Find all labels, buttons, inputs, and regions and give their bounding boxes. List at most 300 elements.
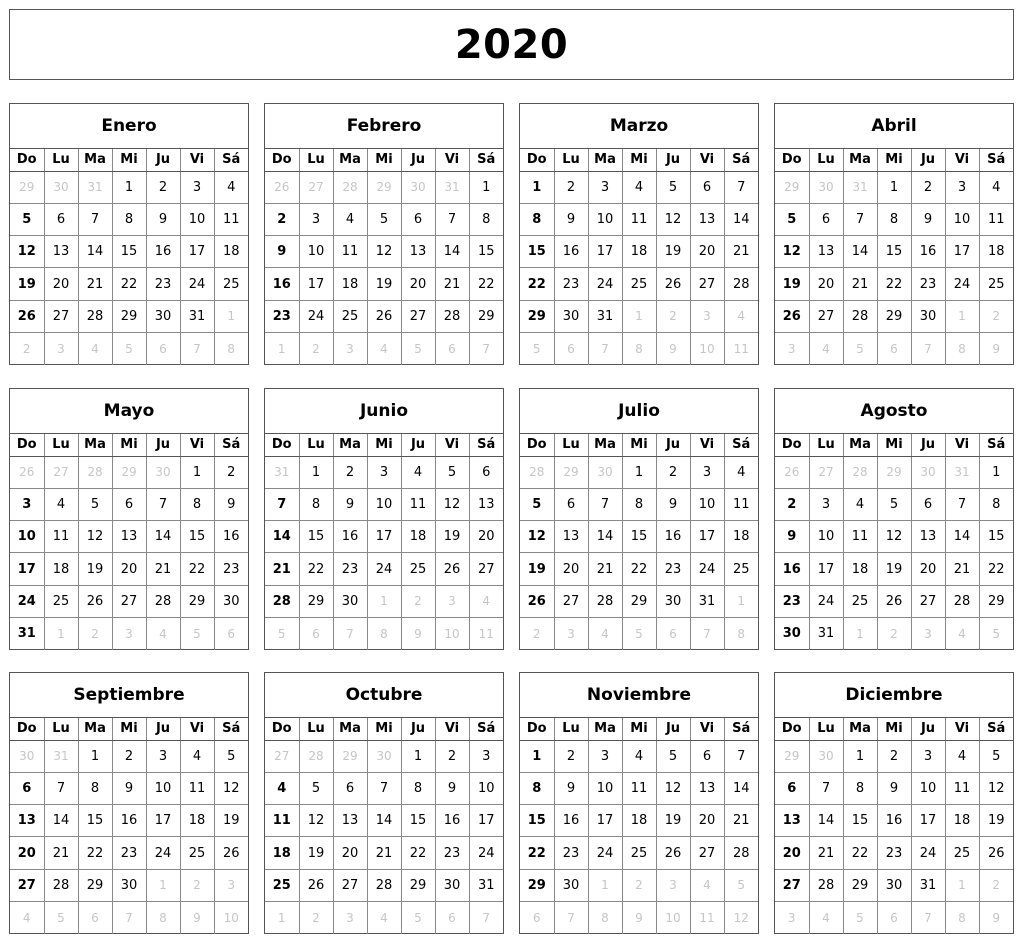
day-cell: 27	[690, 268, 724, 300]
sunday-day: 27	[10, 869, 44, 901]
day-cell: 22	[469, 268, 503, 300]
day-cell: 13	[401, 236, 435, 268]
week-row	[10, 300, 248, 332]
month-noviembre	[519, 672, 759, 934]
day-cell: 3	[367, 456, 401, 488]
month-octubre	[264, 672, 504, 934]
day-cell: 4	[724, 456, 758, 488]
day-cell: 6	[401, 203, 435, 235]
sunday-day: 5	[520, 488, 554, 520]
day-cell: 19	[435, 521, 469, 553]
weekday-header: Vi	[945, 434, 979, 456]
weekday-header: Ju	[656, 149, 690, 171]
day-cell: 5	[656, 740, 690, 772]
adjacent-month-day: 29	[112, 456, 146, 488]
day-cell: 20	[809, 268, 843, 300]
weekday-header: Vi	[435, 149, 469, 171]
week-row	[265, 772, 503, 804]
day-cell: 5	[367, 203, 401, 235]
day-cell: 24	[299, 300, 333, 332]
day-cell: 8	[877, 203, 911, 235]
week-row	[775, 332, 1013, 364]
day-cell: 9	[112, 772, 146, 804]
sunday-day: 1	[520, 740, 554, 772]
day-cell: 30	[911, 300, 945, 332]
week-row	[10, 805, 248, 837]
day-cell: 11	[622, 772, 656, 804]
adjacent-month-day: 30	[10, 740, 44, 772]
day-cell: 6	[44, 203, 78, 235]
weekday-header: Do	[10, 718, 44, 740]
adjacent-month-day: 29	[333, 740, 367, 772]
month-table	[520, 434, 758, 650]
sunday-day: 15	[520, 236, 554, 268]
day-cell: 25	[622, 837, 656, 869]
day-cell: 29	[112, 300, 146, 332]
adjacent-month-day: 5	[265, 617, 299, 649]
week-row	[265, 171, 503, 203]
weekday-header: Sá	[214, 718, 248, 740]
day-cell: 24	[146, 837, 180, 869]
day-cell: 28	[724, 268, 758, 300]
day-cell: 8	[843, 772, 877, 804]
sunday-day: 17	[10, 553, 44, 585]
day-cell: 23	[214, 553, 248, 585]
weekday-header: Sá	[214, 149, 248, 171]
day-cell: 11	[843, 521, 877, 553]
day-cell: 29	[401, 869, 435, 901]
week-row	[775, 901, 1013, 933]
day-cell: 2	[435, 740, 469, 772]
weekday-header: Sá	[979, 718, 1013, 740]
weekday-header: Ma	[588, 434, 622, 456]
weekday-header: Ma	[78, 149, 112, 171]
day-cell: 6	[469, 456, 503, 488]
weekday-header: Mi	[112, 718, 146, 740]
adjacent-month-day: 5	[44, 901, 78, 933]
weekday-header: Sá	[469, 434, 503, 456]
adjacent-month-day: 8	[945, 901, 979, 933]
day-cell: 23	[333, 553, 367, 585]
month-table	[265, 149, 503, 365]
week-row	[520, 617, 758, 649]
adjacent-month-day: 10	[435, 617, 469, 649]
adjacent-month-day: 30	[809, 171, 843, 203]
weekday-header: Ma	[843, 434, 877, 456]
weekday-header: Do	[265, 434, 299, 456]
weekday-header: Do	[265, 718, 299, 740]
adjacent-month-day: 5	[724, 869, 758, 901]
weekday-header: Lu	[299, 718, 333, 740]
day-cell: 22	[78, 837, 112, 869]
day-cell: 16	[333, 521, 367, 553]
day-cell: 9	[333, 488, 367, 520]
day-cell: 18	[214, 236, 248, 268]
weekday-header: Ju	[146, 434, 180, 456]
weekday-header: Mi	[367, 149, 401, 171]
adjacent-month-day: 4	[588, 617, 622, 649]
sunday-day: 6	[775, 772, 809, 804]
day-cell: 10	[588, 772, 622, 804]
sunday-day: 29	[520, 869, 554, 901]
weekday-header: Vi	[690, 149, 724, 171]
day-cell: 2	[333, 456, 367, 488]
adjacent-month-day: 9	[992, 910, 1001, 925]
adjacent-month-day: 12	[733, 910, 749, 925]
week-row	[265, 268, 503, 300]
weekday-header: Ju	[146, 149, 180, 171]
adjacent-month-day: 7	[482, 341, 491, 356]
day-cell: 12	[656, 772, 690, 804]
day-cell: 8	[299, 488, 333, 520]
day-cell: 2	[554, 171, 588, 203]
adjacent-month-day: 26	[775, 456, 809, 488]
day-cell: 2	[214, 456, 248, 488]
day-cell: 4	[843, 488, 877, 520]
sunday-day: 1	[520, 171, 554, 203]
week-row	[520, 332, 758, 364]
adjacent-month-day: 4	[78, 332, 112, 364]
day-cell: 25	[44, 585, 78, 617]
month-marzo	[519, 103, 759, 365]
sunday-day: 22	[520, 268, 554, 300]
adjacent-month-day: 1	[265, 332, 299, 364]
day-cell: 31	[809, 617, 843, 649]
day-cell: 29	[843, 869, 877, 901]
adjacent-month-day: 9	[622, 901, 656, 933]
sunday-day: 19	[520, 553, 554, 585]
week-row	[520, 837, 758, 869]
week-row	[520, 236, 758, 268]
day-cell: 16	[554, 236, 588, 268]
day-cell: 25	[180, 837, 214, 869]
day-cell: 27	[690, 837, 724, 869]
sunday-day: 9	[265, 236, 299, 268]
day-cell: 2	[911, 171, 945, 203]
day-cell: 10	[588, 203, 622, 235]
day-cell: 6	[333, 772, 367, 804]
day-cell: 16	[554, 805, 588, 837]
week-row	[10, 171, 248, 203]
day-cell: 25	[945, 837, 979, 869]
adjacent-month-day: 3	[775, 332, 809, 364]
day-cell: 18	[622, 805, 656, 837]
adjacent-month-day: 11	[690, 901, 724, 933]
adjacent-month-day: 1	[146, 869, 180, 901]
day-cell: 27	[554, 585, 588, 617]
day-cell: 7	[945, 488, 979, 520]
month-agosto	[774, 388, 1014, 650]
weekday-header: Ju	[911, 434, 945, 456]
week-row	[520, 203, 758, 235]
sunday-day: 2	[265, 203, 299, 235]
adjacent-month-day: 28	[843, 456, 877, 488]
adjacent-month-day: 1	[588, 869, 622, 901]
adjacent-month-day: 3	[775, 901, 809, 933]
day-cell: 19	[299, 837, 333, 869]
day-cell: 17	[945, 236, 979, 268]
week-row	[520, 740, 758, 772]
adjacent-month-day: 7	[588, 332, 622, 364]
sunday-day: 29	[520, 300, 554, 332]
year-header	[9, 9, 1014, 80]
adjacent-month-day: 7	[482, 910, 491, 925]
weekday-header: Ma	[843, 718, 877, 740]
day-cell: 9	[435, 772, 469, 804]
week-row	[775, 805, 1013, 837]
sunday-day: 18	[265, 837, 299, 869]
month-mayo	[9, 388, 249, 650]
month-table	[775, 149, 1013, 365]
week-row	[10, 772, 248, 804]
week-row	[520, 521, 758, 553]
month-julio	[519, 388, 759, 650]
day-cell: 14	[367, 805, 401, 837]
sunday-day: 5	[775, 203, 809, 235]
day-cell: 14	[724, 772, 758, 804]
day-cell: 19	[656, 805, 690, 837]
day-cell: 13	[911, 521, 945, 553]
month-title: Febrero	[265, 104, 503, 149]
week-row	[10, 332, 248, 364]
day-cell: 13	[809, 236, 843, 268]
weekday-header: Do	[520, 149, 554, 171]
day-cell: 2	[656, 456, 690, 488]
weekday-header: Lu	[44, 149, 78, 171]
sunday-day: 11	[265, 805, 299, 837]
sunday-day: 10	[10, 521, 44, 553]
day-cell: 14	[435, 236, 469, 268]
day-cell: 8	[979, 488, 1013, 520]
week-row	[775, 203, 1013, 235]
sunday-day: 16	[775, 553, 809, 585]
adjacent-month-day: 30	[911, 456, 945, 488]
day-cell: 20	[44, 268, 78, 300]
weekday-header: Lu	[554, 434, 588, 456]
day-cell: 17	[180, 236, 214, 268]
day-cell: 15	[112, 236, 146, 268]
adjacent-month-day: 28	[299, 740, 333, 772]
week-row	[520, 772, 758, 804]
adjacent-month-day: 9	[656, 332, 690, 364]
week-row	[775, 456, 1013, 488]
adjacent-month-day: 1	[44, 617, 78, 649]
day-cell: 30	[877, 869, 911, 901]
day-cell: 14	[724, 203, 758, 235]
day-cell: 21	[146, 553, 180, 585]
day-cell: 20	[554, 553, 588, 585]
day-cell: 16	[656, 521, 690, 553]
day-cell: 26	[78, 585, 112, 617]
day-cell: 13	[469, 488, 503, 520]
day-cell: 19	[214, 805, 248, 837]
day-cell: 6	[690, 171, 724, 203]
adjacent-month-day: 2	[78, 617, 112, 649]
month-title: Agosto	[775, 389, 1013, 434]
day-cell: 25	[214, 268, 248, 300]
week-row	[265, 740, 503, 772]
week-row	[265, 332, 503, 364]
day-cell: 23	[112, 837, 146, 869]
adjacent-month-day: 10	[223, 910, 239, 925]
sunday-day: 2	[775, 488, 809, 520]
day-cell: 28	[146, 585, 180, 617]
day-cell: 15	[299, 521, 333, 553]
day-cell: 19	[78, 553, 112, 585]
weekday-header: Vi	[180, 718, 214, 740]
day-cell: 20	[690, 805, 724, 837]
adjacent-month-day: 3	[911, 617, 945, 649]
month-table	[10, 718, 248, 934]
day-cell: 3	[945, 171, 979, 203]
day-cell: 24	[911, 837, 945, 869]
day-cell: 21	[44, 837, 78, 869]
day-cell: 26	[214, 837, 248, 869]
day-cell: 17	[469, 805, 503, 837]
adjacent-month-day: 30	[809, 740, 843, 772]
week-row	[265, 585, 503, 617]
day-cell: 16	[877, 805, 911, 837]
adjacent-month-day: 5	[180, 617, 214, 649]
day-cell: 21	[367, 837, 401, 869]
week-row	[775, 300, 1013, 332]
day-cell: 7	[146, 488, 180, 520]
week-row	[775, 617, 1013, 649]
day-cell: 24	[945, 268, 979, 300]
day-cell: 18	[333, 268, 367, 300]
adjacent-month-day: 6	[554, 332, 588, 364]
day-cell: 10	[809, 521, 843, 553]
adjacent-month-day: 29	[10, 171, 44, 203]
adjacent-month-day: 4	[469, 585, 503, 617]
day-cell: 1	[180, 456, 214, 488]
month-title: Septiembre	[10, 673, 248, 718]
day-cell: 2	[146, 171, 180, 203]
sunday-day: 26	[775, 300, 809, 332]
sunday-day: 25	[265, 869, 299, 901]
adjacent-month-day: 29	[877, 456, 911, 488]
day-cell: 24	[180, 268, 214, 300]
day-cell: 1	[299, 456, 333, 488]
adjacent-month-day: 4	[945, 617, 979, 649]
weekday-header: Sá	[469, 718, 503, 740]
adjacent-month-day: 3	[554, 617, 588, 649]
weekday-header: Sá	[724, 149, 758, 171]
adjacent-month-day: 3	[333, 332, 367, 364]
day-cell: 27	[333, 869, 367, 901]
month-febrero	[264, 103, 504, 365]
weekday-header: Lu	[554, 149, 588, 171]
adjacent-month-day: 31	[435, 171, 469, 203]
adjacent-month-day: 9	[180, 901, 214, 933]
day-cell: 7	[78, 203, 112, 235]
day-cell: 30	[112, 869, 146, 901]
day-cell: 28	[588, 585, 622, 617]
day-cell: 15	[843, 805, 877, 837]
day-cell: 23	[911, 268, 945, 300]
weekday-header: Do	[10, 149, 44, 171]
weekday-header: Ju	[656, 718, 690, 740]
weekday-header: Vi	[435, 718, 469, 740]
month-abril	[774, 103, 1014, 365]
day-cell: 18	[622, 236, 656, 268]
day-cell: 4	[945, 740, 979, 772]
day-cell: 28	[44, 869, 78, 901]
day-cell: 21	[588, 553, 622, 585]
day-cell: 20	[112, 553, 146, 585]
day-cell: 9	[214, 488, 248, 520]
adjacent-month-day: 6	[227, 626, 236, 641]
day-cell: 2	[112, 740, 146, 772]
weekday-header: Ju	[656, 434, 690, 456]
adjacent-month-day: 8	[622, 332, 656, 364]
day-cell: 19	[367, 268, 401, 300]
day-cell: 18	[843, 553, 877, 585]
day-cell: 4	[622, 171, 656, 203]
adjacent-month-day: 6	[877, 901, 911, 933]
weekday-header: Sá	[724, 718, 758, 740]
weekday-header: Vi	[180, 149, 214, 171]
weekday-header: Vi	[435, 434, 469, 456]
week-row	[775, 171, 1013, 203]
adjacent-month-day: 6	[656, 617, 690, 649]
adjacent-month-day: 4	[690, 869, 724, 901]
sunday-day: 23	[265, 300, 299, 332]
day-cell: 21	[435, 268, 469, 300]
month-table	[520, 718, 758, 934]
sunday-day: 6	[10, 772, 44, 804]
day-cell: 18	[945, 805, 979, 837]
day-cell: 16	[112, 805, 146, 837]
adjacent-month-day: 2	[877, 617, 911, 649]
adjacent-month-day: 5	[112, 332, 146, 364]
week-row	[775, 837, 1013, 869]
adjacent-month-day: 31	[843, 171, 877, 203]
adjacent-month-day: 2	[299, 901, 333, 933]
day-cell: 23	[146, 268, 180, 300]
weekday-header: Ju	[401, 434, 435, 456]
adjacent-month-day: 4	[146, 617, 180, 649]
adjacent-month-day: 27	[299, 171, 333, 203]
adjacent-month-day: 26	[265, 171, 299, 203]
adjacent-month-day: 10	[656, 901, 690, 933]
day-cell: 29	[979, 585, 1013, 617]
sunday-day: 12	[10, 236, 44, 268]
month-table	[10, 434, 248, 650]
weekday-header: Lu	[809, 718, 843, 740]
week-row	[265, 553, 503, 585]
week-row	[265, 456, 503, 488]
month-title: Diciembre	[775, 673, 1013, 718]
week-row	[520, 171, 758, 203]
day-cell: 5	[78, 488, 112, 520]
day-cell: 15	[180, 521, 214, 553]
day-cell: 9	[656, 488, 690, 520]
weekday-header: Ju	[401, 149, 435, 171]
day-cell: 25	[401, 553, 435, 585]
day-cell: 18	[180, 805, 214, 837]
day-cell: 26	[656, 837, 690, 869]
day-cell: 18	[401, 521, 435, 553]
day-cell: 11	[622, 203, 656, 235]
week-row	[265, 837, 503, 869]
day-cell: 27	[112, 585, 146, 617]
day-cell: 8	[622, 488, 656, 520]
day-cell: 25	[622, 268, 656, 300]
day-cell: 14	[809, 805, 843, 837]
day-cell: 14	[44, 805, 78, 837]
month-title: Noviembre	[520, 673, 758, 718]
